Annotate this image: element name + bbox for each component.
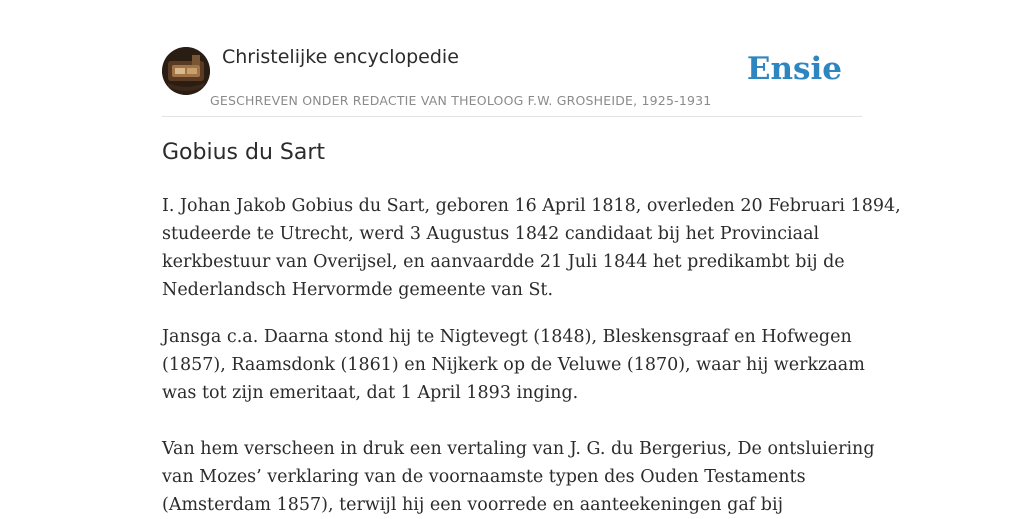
book-photo-icon [162, 47, 210, 95]
paragraph-line: kerkbestuur van Overijsel, en aanvaardde 21 Juli 1844 het predikambt bij de [162, 252, 845, 272]
site-title[interactable]: Christelijke encyclopedie [222, 46, 459, 68]
site-subtitle: GESCHREVEN ONDER REDACTIE VAN THEOLOOG F.W. GROSHEIDE, 1925-1931 [210, 93, 712, 108]
site-header [162, 42, 862, 117]
article-paragraph [162, 323, 865, 407]
paragraph-line: Nederlandsch Hervormde gemeente van St. [162, 280, 554, 300]
paragraph-line: was tot zijn emeritaat, dat 1 April 1893 inging. [162, 383, 579, 403]
ensie-logo[interactable]: Ensie [746, 51, 842, 87]
paragraph-line: Van hem verscheen in druk een vertaling van J. G. du Bergerius, De ontsluiering [162, 439, 875, 459]
paragraph-line: (1857), Raamsdonk (1861) en Nijkerk op de Veluwe (1870), waar hij werkzaam [162, 355, 865, 375]
article-paragraph [162, 192, 901, 304]
paragraph-line: van Mozes’ verklaring van de voornaamste typen des Ouden Testaments [162, 467, 806, 487]
paragraph-line: studeerde te Utrecht, werd 3 Augustus 1842 candidaat bij het Provinciaal [162, 224, 820, 244]
paragraph-line: (Amsterdam 1857), terwijl hij een voorrede en aanteekeningen gaf bij [162, 495, 784, 515]
article-paragraph [162, 435, 875, 519]
article-title: Gobius du Sart [162, 140, 326, 165]
paragraph-line: Jansga c.a. Daarna stond hij te Nigtevegt (1848), Bleskensgraaf en Hofwegen [162, 327, 852, 347]
avatar[interactable] [162, 47, 210, 95]
paragraph-line: I. Johan Jakob Gobius du Sart, geboren 16 April 1818, overleden 20 Februari 1894, [162, 196, 901, 216]
